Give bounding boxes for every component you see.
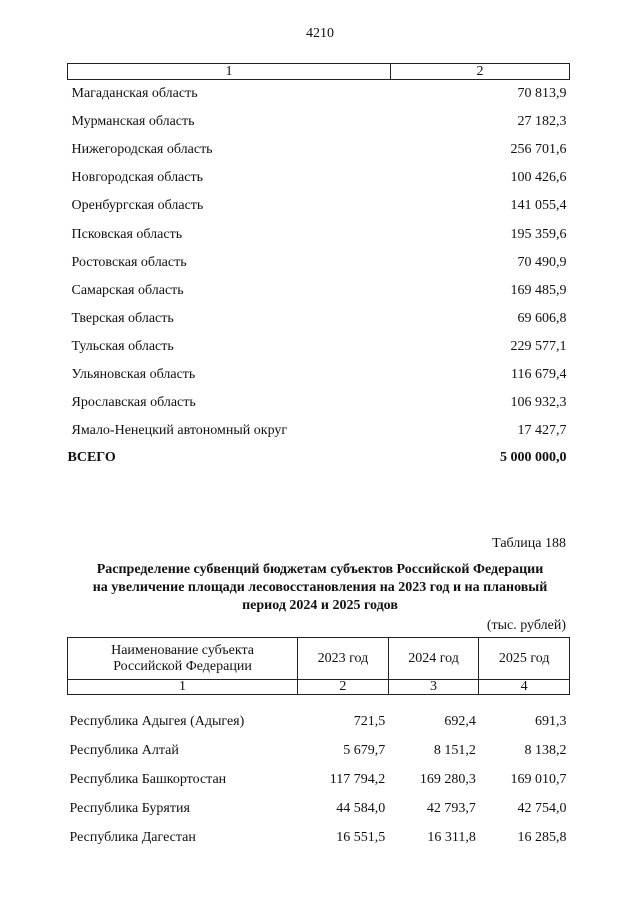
table-row xyxy=(68,389,570,417)
table-row xyxy=(68,824,570,853)
subject-name: Республика Дагестан xyxy=(69,830,196,846)
region-value: 17 427,7 xyxy=(517,423,567,439)
region-value: 169 485,9 xyxy=(510,282,567,298)
column-number-1: 1 xyxy=(68,680,298,695)
table-title-line: период 2024 и 2025 годов xyxy=(242,598,398,613)
year-value: 8 151,2 xyxy=(433,742,476,758)
total-row xyxy=(68,445,570,471)
column-number-4: 4 xyxy=(479,680,570,695)
year-value: 42 793,7 xyxy=(426,801,476,817)
region-name: Мурманская область xyxy=(71,114,195,130)
region-name: Псковская область xyxy=(71,226,183,242)
units-note: (тыс. рублей) xyxy=(486,618,566,633)
column-numbers-row xyxy=(68,680,570,695)
table-row xyxy=(68,192,570,220)
table-row xyxy=(68,136,570,164)
year-value: 16 311,8 xyxy=(427,830,476,846)
table-title-line: на увеличение площади лесовосстановления на 2023 год и на плановый xyxy=(92,580,548,595)
total-label: ВСЕГО xyxy=(67,450,116,466)
header-year-2025: 2025 год xyxy=(479,638,570,680)
region-name: Тверская область xyxy=(71,310,174,326)
region-name: Тульская область xyxy=(71,338,174,354)
table-title xyxy=(60,561,580,615)
year-value: 16 551,5 xyxy=(336,830,386,846)
header-text-line: Российской Федерации xyxy=(113,658,252,674)
year-value: 169 280,3 xyxy=(419,771,476,787)
table-row xyxy=(68,80,570,109)
column-number-1: 1 xyxy=(68,64,391,80)
year-value: 16 285,8 xyxy=(517,830,567,846)
table-row xyxy=(68,220,570,248)
region-name: Ростовская область xyxy=(71,254,187,270)
region-name: Ульяновская область xyxy=(71,366,196,382)
table-row xyxy=(68,417,570,445)
column-number-2: 2 xyxy=(391,64,570,80)
table-title-line: Распределение субвенций бюджетам субъектов Российской Федерации xyxy=(96,562,544,577)
region-value: 100 426,6 xyxy=(510,170,567,186)
table-row xyxy=(68,164,570,192)
region-value: 141 055,4 xyxy=(510,198,567,214)
subventions-table xyxy=(67,637,570,853)
region-name: Нижегородская область xyxy=(71,142,213,158)
region-name: Магаданская область xyxy=(71,86,198,102)
column-number-3: 3 xyxy=(388,680,479,695)
year-value: 8 138,2 xyxy=(524,742,567,758)
subject-name: Республика Алтай xyxy=(69,742,179,758)
year-value: 691,3 xyxy=(535,713,567,729)
region-value: 27 182,3 xyxy=(517,114,567,130)
table-header-row xyxy=(68,64,570,80)
year-value: 721,5 xyxy=(353,713,386,729)
header-subject-name xyxy=(68,638,298,680)
region-value: 195 359,6 xyxy=(510,226,567,242)
region-value: 69 606,8 xyxy=(517,310,567,326)
table-row xyxy=(68,795,570,824)
region-value: 116 679,4 xyxy=(511,366,567,382)
total-value: 5 000 000,0 xyxy=(500,450,567,466)
region-value: 106 932,3 xyxy=(510,395,567,411)
subject-name: Республика Бурятия xyxy=(69,801,190,817)
year-value: 5 679,7 xyxy=(343,742,386,758)
header-text-line: Наименование субъекта xyxy=(111,642,254,658)
header-year-2023: 2023 год xyxy=(298,638,389,680)
year-value: 44 584,0 xyxy=(336,801,386,817)
table-row xyxy=(68,736,570,765)
region-name: Ямало-Ненецкий автономный округ xyxy=(71,423,288,439)
table-row xyxy=(68,108,570,136)
table-header-row xyxy=(68,638,570,680)
region-value: 229 577,1 xyxy=(510,338,567,354)
region-name: Оренбургская область xyxy=(71,198,204,214)
table-row xyxy=(68,333,570,361)
region-value: 256 701,6 xyxy=(510,142,567,158)
year-value: 42 754,0 xyxy=(517,801,567,817)
region-value: 70 490,9 xyxy=(517,254,567,270)
page-number: 4210 xyxy=(306,26,334,41)
table-row xyxy=(68,277,570,305)
year-value: 692,4 xyxy=(444,713,476,729)
table-row xyxy=(68,249,570,277)
table-row xyxy=(68,695,570,737)
column-number-2: 2 xyxy=(298,680,389,695)
table-row xyxy=(68,765,570,794)
region-value: 70 813,9 xyxy=(517,86,567,102)
year-value: 169 010,7 xyxy=(510,771,567,787)
regions-table xyxy=(67,63,570,471)
table-row xyxy=(68,305,570,333)
table-label: Таблица 188 xyxy=(492,536,566,551)
region-name: Новгородская область xyxy=(71,170,203,186)
header-year-2024: 2024 год xyxy=(388,638,479,680)
region-name: Самарская область xyxy=(71,282,184,298)
year-value: 117 794,2 xyxy=(329,771,386,787)
table-row xyxy=(68,361,570,389)
region-name: Ярославская область xyxy=(71,395,196,411)
subject-name: Республика Адыгея (Адыгея) xyxy=(69,713,245,729)
subject-name: Республика Башкортостан xyxy=(69,771,227,787)
